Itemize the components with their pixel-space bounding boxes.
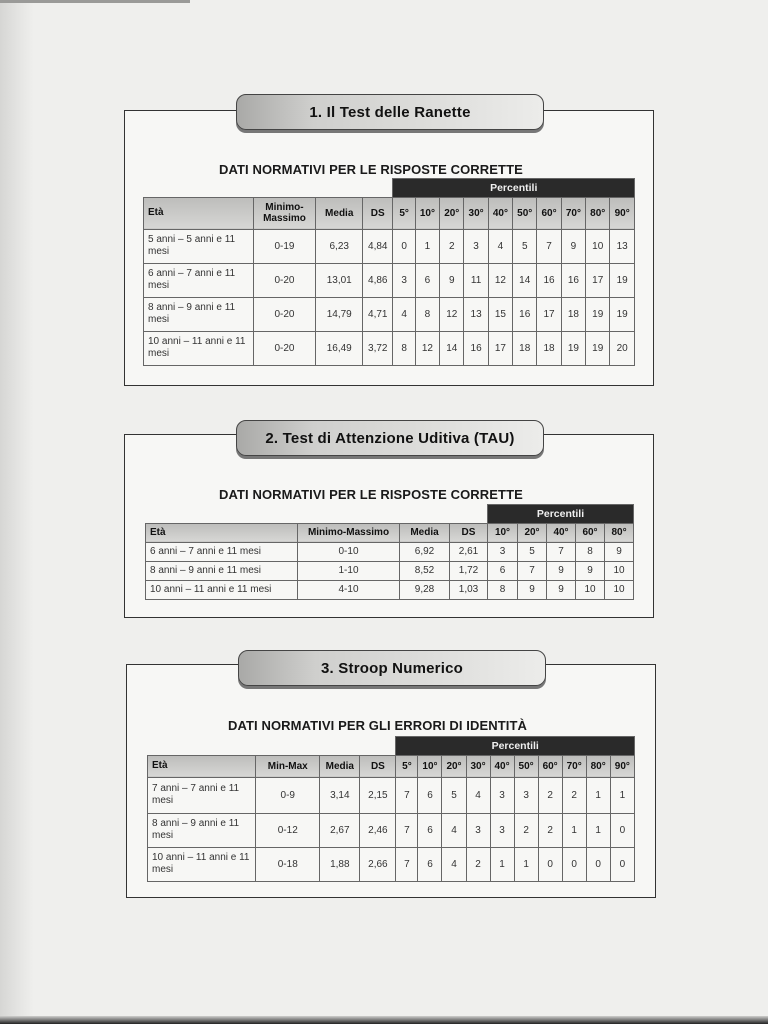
cell-sd: 2,61 [450,542,488,561]
header-percentile: 20° [442,755,466,777]
cell-percentile: 5 [518,542,547,561]
header-percentile: 60° [537,197,561,229]
cell-age: 8 anni – 9 anni e 11 mesi [148,813,256,847]
table-row [144,297,635,331]
header-percentile: 10° [488,523,518,542]
header-percentile: 30° [466,755,490,777]
header-percentile: 60° [576,523,605,542]
cell-percentile: 13 [610,229,635,263]
cell-percentile: 6 [488,561,518,580]
cell-mean: 8,52 [400,561,450,580]
cell-percentile: 7 [518,561,547,580]
cell-age: 6 anni – 7 anni e 11 mesi [144,263,254,297]
cell-percentile: 12 [440,297,464,331]
cell-percentile: 2 [466,847,490,881]
cell-percentile: 15 [488,297,512,331]
cell-percentile: 4 [442,813,466,847]
cell-percentile: 0 [610,847,634,881]
cell-minmax: 0-18 [256,847,320,881]
cell-percentile: 2 [538,813,562,847]
cell-percentile: 1 [610,777,634,813]
cell-percentile: 16 [513,297,537,331]
cell-sd: 3,72 [363,331,393,365]
header-sd: DS [450,523,488,542]
cell-mean: 16,49 [316,331,363,365]
header-percentile: 20° [440,197,464,229]
cell-percentile: 8 [576,542,605,561]
header-percentile: 40° [488,197,512,229]
header-percentile: 70° [562,755,586,777]
cell-percentile: 0 [586,847,610,881]
cell-percentile: 10 [576,580,605,599]
cell-mean: 14,79 [316,297,363,331]
percentile-header: Percentili [488,505,634,524]
cell-percentile: 9 [518,580,547,599]
cell-percentile: 19 [610,263,635,297]
header-sd: DS [363,197,393,229]
cell-age: 8 anni – 9 anni e 11 mesi [146,561,298,580]
table-subtitle: DATI NORMATIVI PER GLI ERRORI DI IDENTITÀ [228,718,528,733]
cell-percentile: 19 [561,331,585,365]
cell-sd: 4,86 [363,263,393,297]
table-row [146,542,634,561]
cell-percentile: 3 [464,229,488,263]
header-percentile: 30° [464,197,488,229]
header-percentile: 40° [547,523,576,542]
cell-mean: 6,92 [400,542,450,561]
header-percentile: 90° [610,197,635,229]
cell-percentile: 7 [396,777,418,813]
cell-percentile: 3 [466,813,490,847]
cell-minmax: 1-10 [298,561,400,580]
section-title: 3. Stroop Numerico [238,650,546,686]
cell-percentile: 2 [562,777,586,813]
cell-percentile: 1 [514,847,538,881]
cell-minmax: 4-10 [298,580,400,599]
cell-percentile: 0 [538,847,562,881]
section-title: 1. Il Test delle Ranette [236,94,544,130]
cell-percentile: 9 [547,580,576,599]
cell-percentile: 7 [396,847,418,881]
cell-percentile: 9 [547,561,576,580]
table-header-row [148,755,635,777]
cell-percentile: 14 [440,331,464,365]
cell-minmax: 0-12 [256,813,320,847]
scan-top-mark [0,0,190,3]
cell-percentile: 4 [442,847,466,881]
cell-age: 6 anni – 7 anni e 11 mesi [146,542,298,561]
table-subtitle: DATI NORMATIVI PER LE RISPOSTE CORRETTE [219,487,523,502]
header-percentile: 80° [586,755,610,777]
scan-shadow-edge [0,0,34,1024]
cell-percentile: 1 [415,229,439,263]
cell-age: 10 anni – 11 anni e 11 mesi [148,847,256,881]
section-title: 2. Test di Attenzione Uditiva (TAU) [236,420,544,456]
cell-percentile: 2 [440,229,464,263]
cell-percentile: 10 [605,580,634,599]
cell-percentile: 4 [466,777,490,813]
table-row [144,263,635,297]
cell-percentile: 19 [586,297,610,331]
cell-percentile: 9 [561,229,585,263]
cell-sd: 4,71 [363,297,393,331]
cell-sd: 2,46 [360,813,396,847]
header-percentile: 80° [605,523,634,542]
cell-percentile: 0 [610,813,634,847]
cell-percentile: 1 [562,813,586,847]
header-minmax: Minimo-Massimo [298,523,400,542]
table-row [146,580,634,599]
table-row [144,229,635,263]
cell-percentile: 6 [418,777,442,813]
cell-percentile: 13 [464,297,488,331]
cell-mean: 3,14 [320,777,360,813]
table-row [146,561,634,580]
header-percentile: 60° [538,755,562,777]
percentile-header: Percentili [396,737,635,756]
cell-percentile: 3 [514,777,538,813]
table-header-row [146,523,634,542]
header-percentile: 50° [514,755,538,777]
header-percentile: 5° [393,197,415,229]
cell-percentile: 18 [513,331,537,365]
cell-percentile: 5 [442,777,466,813]
cell-percentile: 4 [488,229,512,263]
header-sd: DS [360,755,396,777]
scan-bottom-edge [0,1016,768,1024]
cell-percentile: 16 [537,263,561,297]
header-percentile: 40° [490,755,514,777]
header-percentile: 5° [396,755,418,777]
cell-percentile: 1 [490,847,514,881]
cell-percentile: 10 [586,229,610,263]
cell-percentile: 7 [537,229,561,263]
cell-mean: 1,88 [320,847,360,881]
cell-percentile: 2 [514,813,538,847]
cell-sd: 4,84 [363,229,393,263]
norm-table [145,504,634,600]
cell-percentile: 1 [586,777,610,813]
cell-percentile: 8 [415,297,439,331]
cell-sd: 2,15 [360,777,396,813]
cell-age: 8 anni – 9 anni e 11 mesi [144,297,254,331]
cell-percentile: 19 [610,297,635,331]
header-percentile: 10° [415,197,439,229]
table-header-row [144,197,635,229]
cell-percentile: 9 [440,263,464,297]
cell-minmax: 0-19 [253,229,316,263]
header-minmax: Min-Max [256,755,320,777]
norm-table [143,178,635,366]
cell-percentile: 7 [547,542,576,561]
cell-minmax: 0-20 [253,297,316,331]
header-percentile: 80° [586,197,610,229]
cell-percentile: 9 [605,542,634,561]
cell-percentile: 17 [586,263,610,297]
cell-percentile: 20 [610,331,635,365]
cell-minmax: 0-20 [253,331,316,365]
cell-percentile: 11 [464,263,488,297]
cell-age: 5 anni – 5 anni e 11 mesi [144,229,254,263]
cell-minmax: 0-9 [256,777,320,813]
cell-percentile: 6 [418,813,442,847]
cell-mean: 2,67 [320,813,360,847]
cell-percentile: 12 [488,263,512,297]
cell-mean: 13,01 [316,263,363,297]
cell-percentile: 6 [418,847,442,881]
cell-percentile: 6 [415,263,439,297]
cell-percentile: 5 [513,229,537,263]
header-age: Età [148,755,256,777]
cell-percentile: 3 [490,813,514,847]
cell-percentile: 3 [393,263,415,297]
cell-percentile: 7 [396,813,418,847]
header-percentile: 10° [418,755,442,777]
cell-minmax: 0-10 [298,542,400,561]
cell-percentile: 16 [561,263,585,297]
header-percentile: 90° [610,755,634,777]
cell-sd: 1,72 [450,561,488,580]
table-row [148,777,635,813]
table-row [148,813,635,847]
norm-table [147,736,635,882]
cell-percentile: 14 [513,263,537,297]
cell-percentile: 16 [464,331,488,365]
cell-percentile: 9 [576,561,605,580]
cell-percentile: 0 [562,847,586,881]
cell-percentile: 8 [488,580,518,599]
cell-mean: 6,23 [316,229,363,263]
header-percentile: 70° [561,197,585,229]
cell-percentile: 12 [415,331,439,365]
cell-age: 10 anni – 11 anni e 11 mesi [144,331,254,365]
cell-age: 10 anni – 11 anni e 11 mesi [146,580,298,599]
cell-percentile: 1 [586,813,610,847]
cell-percentile: 2 [538,777,562,813]
table-row [148,847,635,881]
cell-percentile: 4 [393,297,415,331]
cell-percentile: 19 [586,331,610,365]
header-mean: Media [320,755,360,777]
table-row [144,331,635,365]
cell-percentile: 10 [605,561,634,580]
cell-minmax: 0-20 [253,263,316,297]
cell-percentile: 0 [393,229,415,263]
header-percentile: 20° [518,523,547,542]
table-subtitle: DATI NORMATIVI PER LE RISPOSTE CORRETTE [219,162,523,177]
header-age: Età [144,197,254,229]
cell-age: 7 anni – 7 anni e 11 mesi [148,777,256,813]
cell-percentile: 8 [393,331,415,365]
cell-percentile: 18 [561,297,585,331]
cell-sd: 1,03 [450,580,488,599]
header-mean: Media [316,197,363,229]
cell-percentile: 3 [488,542,518,561]
header-percentile: 50° [513,197,537,229]
header-minmax: Minimo-Massimo [253,197,316,229]
cell-percentile: 17 [488,331,512,365]
cell-mean: 9,28 [400,580,450,599]
header-mean: Media [400,523,450,542]
percentile-header: Percentili [393,179,635,198]
cell-percentile: 17 [537,297,561,331]
cell-percentile: 18 [537,331,561,365]
cell-sd: 2,66 [360,847,396,881]
cell-percentile: 3 [490,777,514,813]
header-age: Età [146,523,298,542]
